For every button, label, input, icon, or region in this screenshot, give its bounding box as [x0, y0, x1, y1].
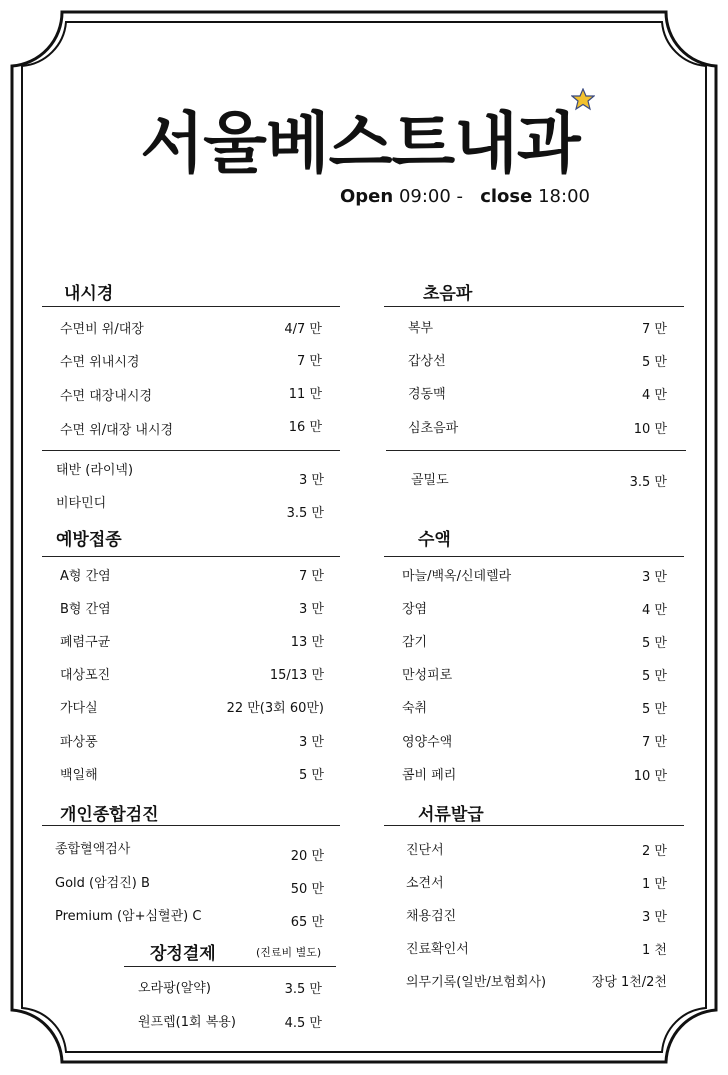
menu-item-name: 대상포진: [60, 668, 111, 683]
menu-item-name: 진단서: [406, 843, 444, 858]
section-divider: [384, 825, 684, 826]
menu-item-price: 2 만: [642, 844, 667, 859]
menu-item-price: 5 만: [299, 768, 324, 783]
section-divider: [384, 556, 684, 557]
bowel-prep-note: (진료비 별도): [256, 946, 322, 959]
menu-item-price: 3 만: [299, 602, 324, 617]
open-label: Open: [340, 186, 394, 207]
section-title-endoscopy: 내시경: [64, 284, 114, 304]
menu-item-name: Gold (암검진) B: [55, 876, 150, 891]
menu-item-price: 3.5 만: [286, 506, 324, 521]
menu-item-name: 갑상선: [408, 354, 446, 369]
menu-item-name: 만성피로: [402, 668, 453, 683]
menu-item-price: 3 만: [642, 910, 667, 925]
section-title-health-checkup: 개인종합검진: [60, 805, 159, 825]
menu-item-name: 의무기록(일반/보험회사): [406, 975, 547, 990]
menu-item-name: B형 간염: [60, 602, 111, 617]
menu-item-name: 숙취: [402, 701, 428, 716]
menu-item-price: 1 천: [642, 943, 667, 958]
menu-item-name: 폐렴구균: [60, 635, 111, 650]
menu-item-price: 3 만: [299, 735, 324, 750]
section-title-bowel-prep: 장정결제: [150, 944, 216, 964]
menu-item-name: 수면비 위/대장: [60, 322, 144, 337]
menu-item-name: 경동맥: [408, 387, 446, 402]
section-divider: [384, 306, 684, 307]
business-hours: [340, 186, 590, 207]
menu-item-price: 10 만: [633, 422, 667, 437]
menu-item-name: A형 간염: [60, 569, 111, 584]
menu-item-price: 7 만: [642, 735, 667, 750]
menu-item-price: 4 만: [642, 388, 667, 403]
menu-item-name: 콤비 페리: [402, 768, 457, 783]
menu-item-price: 20 만: [290, 849, 324, 864]
menu-item-price: 3.5 만: [284, 982, 322, 997]
menu-item-name: 복부: [408, 321, 434, 336]
section-title-vaccination: 예방접종: [56, 530, 122, 550]
menu-item-price: 10 만: [633, 769, 667, 784]
menu-item-name: 소견서: [406, 876, 444, 891]
menu-item-name: 파상풍: [60, 735, 98, 750]
menu-item-price: 5 만: [642, 702, 667, 717]
menu-item-price: 5 만: [642, 636, 667, 651]
menu-item-price: 4/7 만: [284, 322, 322, 337]
section-divider: [42, 306, 340, 307]
menu-item-name: 심초음파: [408, 421, 459, 436]
menu-item-name: 원프렙(1회 복용): [138, 1015, 236, 1030]
menu-item-price: 4.5 만: [284, 1016, 322, 1031]
menu-item-name: 채용검진: [406, 909, 457, 924]
menu-item-price: 3.5 만: [629, 475, 667, 490]
menu-item-price: 11 만: [288, 387, 322, 402]
menu-item-name: 백일해: [60, 768, 98, 783]
menu-item-price: 7 만: [299, 569, 324, 584]
menu-item-name: 장염: [402, 602, 428, 617]
menu-item-price: 5 만: [642, 355, 667, 370]
section-title-documents: 서류발급: [418, 805, 484, 825]
menu-item-name: 수면 대장내시경: [60, 389, 153, 404]
menu-item-price: 16 만: [288, 420, 322, 435]
menu-item-name: 영양수액: [402, 735, 453, 750]
menu-item-name: 수면 위/대장 내시경: [60, 423, 174, 438]
menu-item-price: 50 만: [290, 882, 324, 897]
close-time: 18:00: [538, 186, 590, 207]
menu-item-name: Premium (암+심혈관) C: [55, 909, 202, 924]
menu-item-price: 15/13 만: [269, 668, 324, 683]
section-title-iv-fluids: 수액: [418, 530, 451, 550]
section-divider: [42, 556, 340, 557]
section-divider: [42, 825, 340, 826]
menu-item-name: 오라팡(알약): [138, 981, 211, 996]
section-divider: [42, 450, 340, 451]
section-title-ultrasound: 초음파: [423, 284, 473, 304]
menu-item-name: 마늘/백옥/신데렐라: [402, 569, 512, 584]
menu-item-price: 3 만: [642, 570, 667, 585]
menu-item-price: 13 만: [290, 635, 324, 650]
menu-item-name: 진료확인서: [406, 942, 469, 957]
menu-item-price: 22 만(3회 60만): [226, 701, 324, 716]
menu-item-price: 1 만: [642, 877, 667, 892]
menu-item-name: 수면 위내시경: [60, 355, 140, 370]
menu-item-name: 감기: [402, 635, 428, 650]
clinic-name: 서울베스트내과: [140, 105, 580, 182]
menu-item-price: 5 만: [642, 669, 667, 684]
menu-item-name: 가다실: [60, 701, 98, 716]
open-time: 09:00 -: [398, 186, 464, 207]
section-divider: [124, 966, 336, 967]
close-label: close: [480, 186, 533, 207]
menu-item-price: 3 만: [299, 473, 324, 488]
menu-item-price: 65 만: [290, 915, 324, 930]
menu-item-price: 7 만: [297, 354, 322, 369]
menu-item-name: 골밀도: [411, 473, 449, 488]
menu-item-name: 비타민디: [56, 496, 107, 511]
menu-item-name: 태반 (라이넥): [56, 463, 134, 478]
menu-item-price: 장당 1천/2천: [591, 975, 667, 990]
menu-item-name: 종합혈액검사: [55, 842, 131, 857]
menu-item-price: 4 만: [642, 603, 667, 618]
section-divider: [386, 450, 686, 451]
menu-item-price: 7 만: [642, 322, 667, 337]
